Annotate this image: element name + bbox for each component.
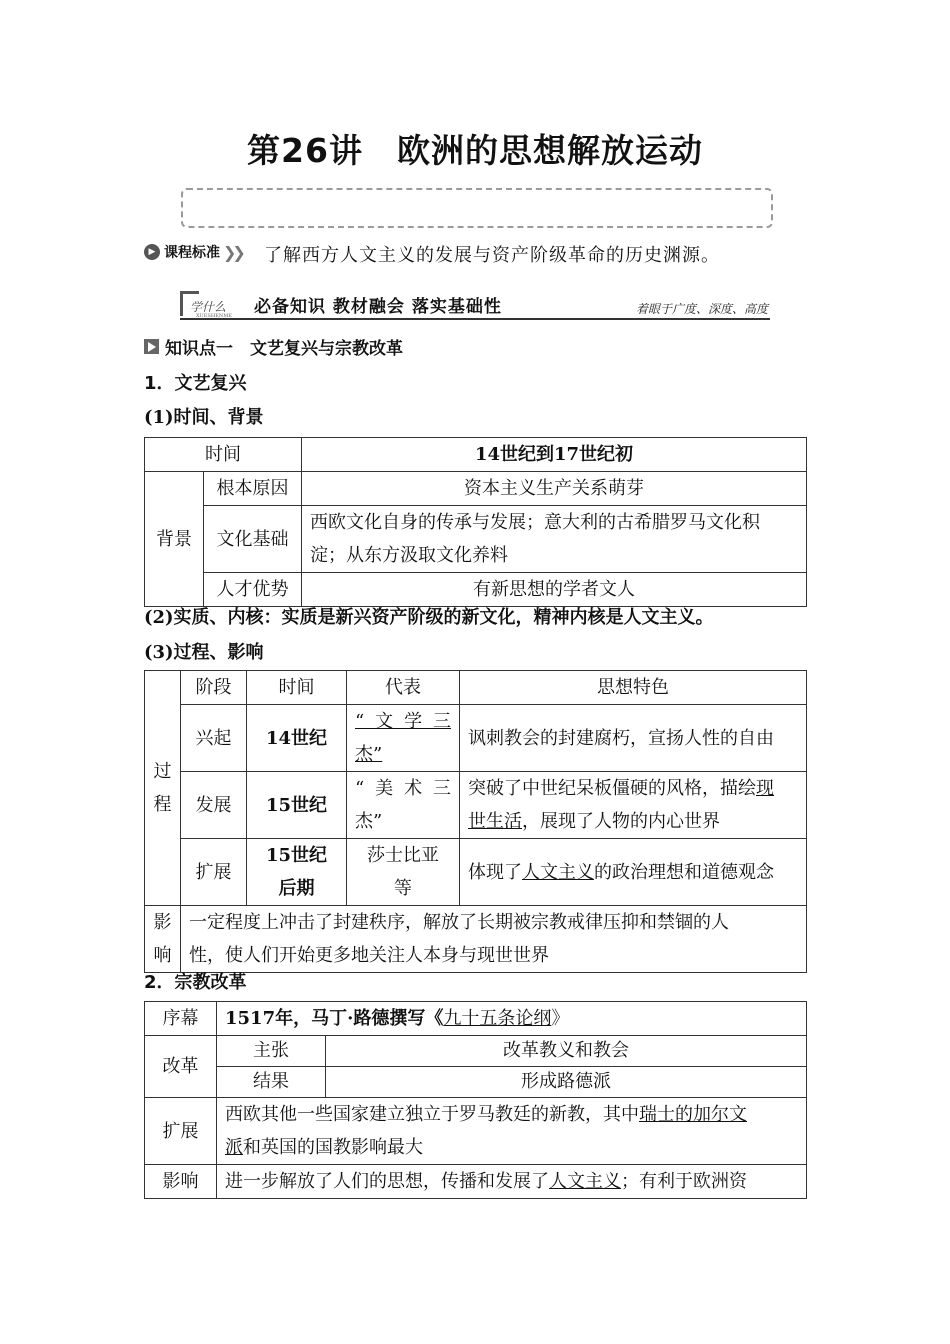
table-cell: 扩展 — [145, 1098, 217, 1165]
table-cell: 人才优势 — [204, 573, 302, 607]
table-row — [145, 1067, 807, 1098]
page-title: 第26讲 欧洲的思想解放运动 — [247, 131, 703, 170]
table-row — [145, 705, 807, 772]
table-cell: 影 响 — [145, 906, 181, 973]
table-cell: 14世纪到17世纪初 — [302, 438, 807, 472]
table-cell: 发展 — [181, 772, 247, 839]
table-cell: 影响 — [145, 1165, 217, 1199]
banner-divider — [180, 318, 770, 320]
table-reformation — [144, 1001, 807, 1199]
course-standard-tag — [144, 242, 242, 262]
table-cell: 思想特色 — [460, 671, 807, 705]
table-row — [145, 472, 807, 506]
table-cell: 一定程度上冲击了封建秩序，解放了长期被宗教戒律压抑和禁锢的人 性，使人们开始更多地关注人本身与现世世界 — [181, 906, 807, 973]
knowledge-point-heading: 知识点一 文艺复兴与宗教改革 — [144, 334, 403, 359]
banner-subtitle: 着眼于广度、深度、高度 — [635, 302, 768, 316]
sub-heading-time-background: (1)时间、背景 — [144, 407, 264, 428]
table-cell: 资本主义生产关系萌芽 — [302, 472, 807, 506]
table-time-background — [144, 437, 807, 607]
table-row — [145, 1165, 807, 1199]
table-cell: 兴起 — [181, 705, 247, 772]
table-row — [145, 1002, 807, 1036]
table-cell: 进一步解放了人们的思想，传播和发展了人文主义；有利于欧洲资 — [217, 1165, 807, 1199]
banner-title: 必备知识 教材融会 落实基础性 — [254, 297, 502, 317]
double-chevron-icon: ❯❯ — [223, 242, 242, 262]
table-row — [145, 1036, 807, 1067]
table-cell: 15世纪 — [247, 772, 347, 839]
table-row — [145, 906, 807, 973]
table-cell: 主张 — [217, 1036, 326, 1067]
xueshenme-logo-icon: 学什么 XUESHENME — [180, 291, 238, 317]
table-cell: “美术三 杰” — [347, 772, 460, 839]
course-standard-text: 了解西方人文主义的发展与资产阶级革命的历史渊源。 — [264, 245, 720, 266]
table-cell: 1517年，马丁·路德撰写《九十五条论纲》 — [217, 1002, 807, 1036]
table-cell: 扩展 — [181, 839, 247, 906]
table-cell: 改革 — [145, 1036, 217, 1098]
course-standard — [144, 240, 824, 264]
table-cell: 文化基础 — [204, 506, 302, 573]
table-cell: 突破了中世纪呆板僵硬的风格，描绘现 世生活，展现了人物的内心世界 — [460, 772, 807, 839]
table-cell: “文学三 杰” — [347, 705, 460, 772]
table-cell: 形成路德派 — [326, 1067, 807, 1098]
table-row — [145, 772, 807, 839]
paragraph-essence: (2)实质、内核：实质是新兴资产阶级的新文化，精神内核是人文主义。 — [144, 607, 714, 628]
table-row — [145, 671, 807, 705]
dashed-frame — [181, 188, 773, 228]
table-process-impact — [144, 670, 807, 973]
section-heading-reformation: 2．宗教改革 — [144, 972, 247, 993]
table-cell: 代表 — [347, 671, 460, 705]
table-cell: 结果 — [217, 1067, 326, 1098]
table-row — [145, 438, 807, 472]
table-cell: 时间 — [145, 438, 302, 472]
table-row — [145, 1098, 807, 1165]
table-cell: 西欧文化自身的传承与发展；意大利的古希腊罗马文化积 淀；从东方汲取文化养料 — [302, 506, 807, 573]
section-heading-renaissance: 1．文艺复兴 — [144, 373, 247, 394]
table-cell: 体现了人文主义的政治理想和道德观念 — [460, 839, 807, 906]
table-row — [145, 573, 807, 607]
sub-heading-process-impact: (3)过程、影响 — [144, 642, 264, 663]
table-cell: 背景 — [145, 472, 204, 607]
section-banner — [180, 289, 770, 321]
table-cell: 过 程 — [145, 671, 181, 906]
table-cell: 序幕 — [145, 1002, 217, 1036]
table-cell: 阶段 — [181, 671, 247, 705]
play-circle-icon: ▶ — [144, 244, 160, 260]
table-cell: 15世纪 后期 — [247, 839, 347, 906]
play-square-icon — [144, 339, 159, 354]
table-cell: 莎士比亚 等 — [347, 839, 460, 906]
table-cell: 时间 — [247, 671, 347, 705]
table-cell: 改革教义和教会 — [326, 1036, 807, 1067]
table-cell: 西欧其他一些国家建立独立于罗马教廷的新教，其中瑞士的加尔文 派和英国的国教影响最大 — [217, 1098, 807, 1165]
table-cell: 有新思想的学者文人 — [302, 573, 807, 607]
table-cell: 根本原因 — [204, 472, 302, 506]
table-row — [145, 506, 807, 573]
course-standard-label: 课程标准 — [164, 245, 220, 261]
table-cell: 讽刺教会的封建腐朽，宣扬人性的自由 — [460, 705, 807, 772]
table-row — [145, 839, 807, 906]
table-cell: 14世纪 — [247, 705, 347, 772]
